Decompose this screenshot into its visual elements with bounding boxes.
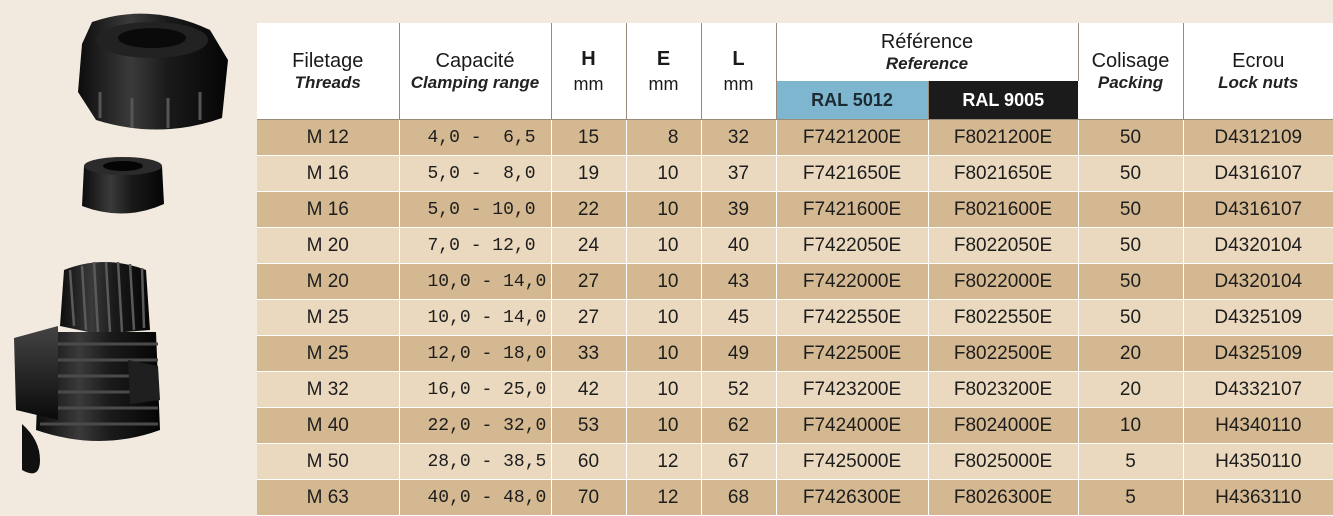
cell-l: 49: [701, 336, 776, 372]
cell-h: 27: [551, 300, 626, 336]
cell-e: 10: [626, 264, 701, 300]
cell-e: 12: [626, 480, 701, 516]
cell-ref-ral-9005: F8025000E: [928, 444, 1078, 480]
cell-l: 37: [701, 156, 776, 192]
cell-ref-ral-5012: F7422550E: [776, 300, 928, 336]
cell-clamping-range: 10,0 - 14,0: [399, 300, 551, 336]
seal-insert-icon: [82, 157, 164, 214]
cell-h: 70: [551, 480, 626, 516]
cell-lock-nut: D4320104: [1183, 228, 1333, 264]
cell-h: 24: [551, 228, 626, 264]
table-row: [257, 120, 1333, 156]
cell-ref-ral-5012: F7426300E: [776, 480, 928, 516]
cell-thread: M 25: [257, 300, 399, 336]
table-body: [257, 120, 1333, 516]
cell-thread: M 16: [257, 156, 399, 192]
table-row: [257, 264, 1333, 300]
header-h-main: H: [581, 47, 596, 70]
header-reference-main: Référence: [880, 30, 974, 53]
cell-ref-ral-9005: F8022500E: [928, 336, 1078, 372]
header-capacite: [399, 23, 551, 120]
cell-clamping-range: 40,0 - 48,0: [399, 480, 551, 516]
table-row: [257, 372, 1333, 408]
cell-l: 45: [701, 300, 776, 336]
cell-e: 12: [626, 444, 701, 480]
cell-l: 43: [701, 264, 776, 300]
cell-h: 22: [551, 192, 626, 228]
cell-l: 67: [701, 444, 776, 480]
cell-ref-ral-9005: F8022050E: [928, 228, 1078, 264]
header-l-unit: mm: [723, 73, 754, 94]
header-h: [551, 23, 626, 120]
cell-lock-nut: D4325109: [1183, 336, 1333, 372]
cell-h: 53: [551, 408, 626, 444]
cell-ref-ral-5012: F7421200E: [776, 120, 928, 156]
header-e-main: E: [656, 47, 671, 70]
cell-ref-ral-9005: F8021600E: [928, 192, 1078, 228]
cell-clamping-range: 16,0 - 25,0: [399, 372, 551, 408]
cell-l: 62: [701, 408, 776, 444]
gland-body-icon: [14, 262, 160, 473]
cell-packing: 50: [1078, 300, 1183, 336]
cell-ref-ral-5012: F7425000E: [776, 444, 928, 480]
cell-lock-nut: H4363110: [1183, 480, 1333, 516]
cell-clamping-range: 12,0 - 18,0: [399, 336, 551, 372]
cell-ref-ral-5012: F7424000E: [776, 408, 928, 444]
header-ral-5012: RAL 5012: [776, 81, 928, 120]
cell-thread: M 50: [257, 444, 399, 480]
header-capacite-sub: Clamping range: [410, 72, 540, 92]
cell-ref-ral-5012: F7421650E: [776, 156, 928, 192]
cell-ref-ral-9005: F8023200E: [928, 372, 1078, 408]
cell-ref-ral-9005: F8024000E: [928, 408, 1078, 444]
cell-lock-nut: D4320104: [1183, 264, 1333, 300]
header-colisage-main: Colisage: [1091, 49, 1170, 72]
cell-ref-ral-5012: F7422500E: [776, 336, 928, 372]
cell-packing: 10: [1078, 408, 1183, 444]
cell-ref-ral-5012: F7421600E: [776, 192, 928, 228]
cell-h: 42: [551, 372, 626, 408]
table-row: [257, 408, 1333, 444]
cell-clamping-range: 22,0 - 32,0: [399, 408, 551, 444]
cell-thread: M 25: [257, 336, 399, 372]
cell-clamping-range: 7,0 - 12,0: [399, 228, 551, 264]
cell-clamping-range: 5,0 - 8,0: [399, 156, 551, 192]
cell-lock-nut: D4316107: [1183, 156, 1333, 192]
cell-ref-ral-5012: F7422000E: [776, 264, 928, 300]
cell-e: 10: [626, 156, 701, 192]
cell-clamping-range: 10,0 - 14,0: [399, 264, 551, 300]
cell-clamping-range: 4,0 - 6,5: [399, 120, 551, 156]
cell-e: 10: [626, 336, 701, 372]
cell-thread: M 63: [257, 480, 399, 516]
header-filetage-sub: Threads: [294, 72, 361, 92]
cell-lock-nut: D4332107: [1183, 372, 1333, 408]
cell-lock-nut: H4350110: [1183, 444, 1333, 480]
header-capacite-main: Capacité: [435, 49, 515, 72]
cell-thread: M 20: [257, 264, 399, 300]
cell-l: 32: [701, 120, 776, 156]
cell-ref-ral-9005: F8026300E: [928, 480, 1078, 516]
gland-cap-icon: [78, 14, 228, 130]
cell-e: 10: [626, 408, 701, 444]
cell-h: 15: [551, 120, 626, 156]
cell-e: 10: [626, 192, 701, 228]
header-colisage: [1078, 23, 1183, 120]
cell-packing: 50: [1078, 156, 1183, 192]
cell-l: 52: [701, 372, 776, 408]
cell-thread: M 20: [257, 228, 399, 264]
cell-h: 33: [551, 336, 626, 372]
cell-thread: M 12: [257, 120, 399, 156]
table-row: [257, 480, 1333, 516]
cell-clamping-range: 5,0 - 10,0: [399, 192, 551, 228]
cell-packing: 20: [1078, 336, 1183, 372]
cell-h: 27: [551, 264, 626, 300]
cell-l: 68: [701, 480, 776, 516]
cell-h: 60: [551, 444, 626, 480]
header-h-unit: mm: [573, 73, 604, 94]
cell-l: 40: [701, 228, 776, 264]
cell-e: 10: [626, 372, 701, 408]
cell-ref-ral-9005: F8021650E: [928, 156, 1078, 192]
table-row: [257, 192, 1333, 228]
cell-l: 39: [701, 192, 776, 228]
cell-ref-ral-5012: F7422050E: [776, 228, 928, 264]
header-ecrou-main: Ecrou: [1232, 49, 1285, 72]
cell-lock-nut: D4316107: [1183, 192, 1333, 228]
cell-packing: 50: [1078, 228, 1183, 264]
header-ral-9005: RAL 9005: [928, 81, 1078, 120]
cell-ref-ral-9005: F8022550E: [928, 300, 1078, 336]
cell-lock-nut: D4312109: [1183, 120, 1333, 156]
cell-thread: M 32: [257, 372, 399, 408]
cell-packing: 5: [1078, 444, 1183, 480]
header-reference-sub: Reference: [885, 53, 969, 73]
cell-e: 10: [626, 228, 701, 264]
header-ecrou-sub: Lock nuts: [1218, 72, 1299, 92]
cell-ref-ral-9005: F8022000E: [928, 264, 1078, 300]
header-filetage: [257, 23, 399, 120]
cell-packing: 20: [1078, 372, 1183, 408]
header-ecrou: [1183, 23, 1333, 120]
cell-e: 8: [626, 120, 701, 156]
cable-gland-illustration: [0, 0, 256, 516]
header-colisage-sub: Packing: [1097, 72, 1164, 92]
table-row: [257, 228, 1333, 264]
header-l: [701, 23, 776, 120]
cell-h: 19: [551, 156, 626, 192]
cell-ref-ral-5012: F7423200E: [776, 372, 928, 408]
table-row: [257, 336, 1333, 372]
cell-packing: 5: [1078, 480, 1183, 516]
cable-gland-spec-table: [257, 23, 1333, 516]
table-row: [257, 156, 1333, 192]
product-photo: [0, 0, 256, 516]
cell-packing: 50: [1078, 264, 1183, 300]
header-filetage-main: Filetage: [292, 49, 364, 72]
cell-packing: 50: [1078, 192, 1183, 228]
cell-clamping-range: 28,0 - 38,5: [399, 444, 551, 480]
cell-lock-nut: H4340110: [1183, 408, 1333, 444]
cell-ref-ral-9005: F8021200E: [928, 120, 1078, 156]
table-row: [257, 444, 1333, 480]
table-row: [257, 300, 1333, 336]
header-e-unit: mm: [648, 73, 679, 94]
header-e: [626, 23, 701, 120]
header-l-main: L: [732, 47, 745, 70]
header-reference: [776, 23, 1078, 81]
cell-thread: M 40: [257, 408, 399, 444]
cell-thread: M 16: [257, 192, 399, 228]
cell-e: 10: [626, 300, 701, 336]
cell-lock-nut: D4325109: [1183, 300, 1333, 336]
cell-packing: 50: [1078, 120, 1183, 156]
